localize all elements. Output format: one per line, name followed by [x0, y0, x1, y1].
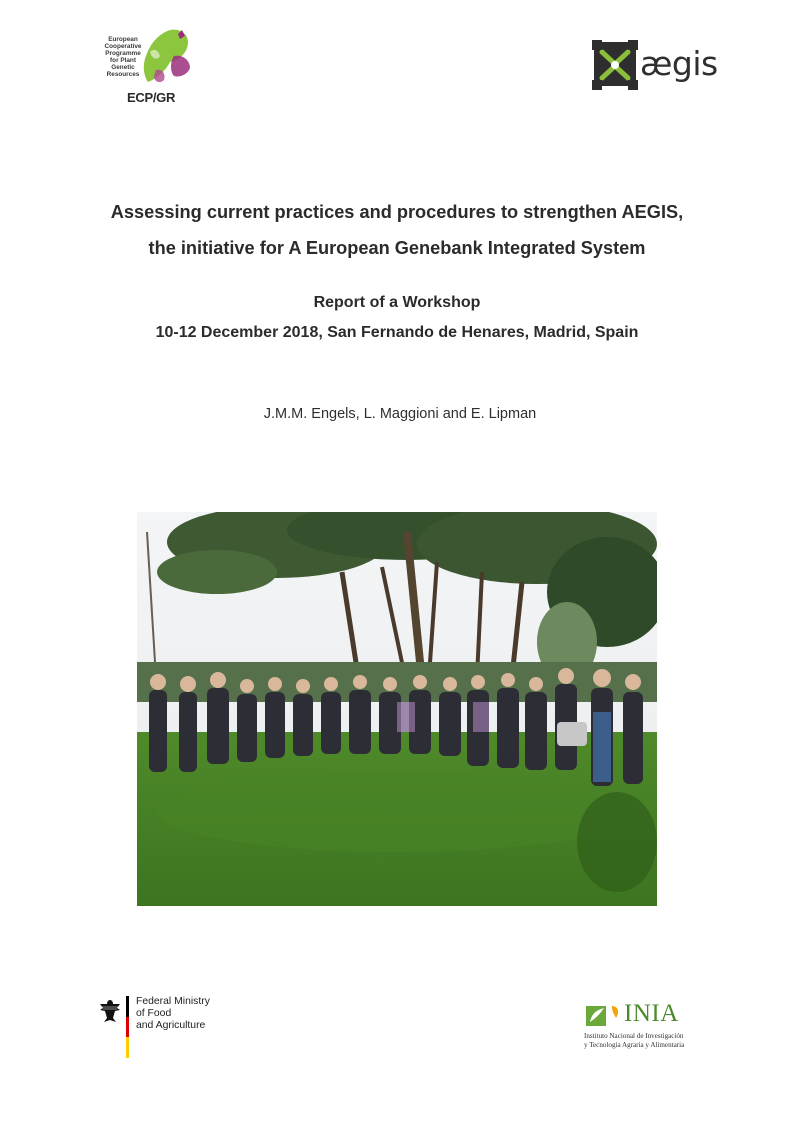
aegis-knot-icon — [592, 40, 638, 90]
bmel-logo — [98, 996, 228, 1060]
inia-logo — [584, 1000, 714, 1052]
inia-name: Instituto Nacional de Investigación y Tecnología Agraria y Alimentaria — [584, 1032, 685, 1049]
report-title-line-2: the initiative for A European Genebank Integrated System — [148, 238, 646, 258]
group-photo — [137, 512, 657, 906]
europe-map-icon — [136, 26, 196, 92]
german-flag-bar — [126, 996, 129, 1058]
federal-eagle-icon — [98, 998, 122, 1024]
inia-leaf-icon — [584, 1002, 624, 1030]
ecpgr-name: European Cooperative Programme for Plant Genetic Resources — [104, 36, 142, 79]
bmel-name: Federal Ministry of Food and Agriculture — [136, 996, 210, 1031]
workshop-date-location: 10-12 December 2018, San Fernando de Henares, Madrid, Spain — [155, 324, 639, 341]
aegis-logo — [592, 40, 718, 90]
report-subtitle: Report of a Workshop — [313, 294, 481, 311]
report-title-line-1: Assessing current practices and procedures to strengthen AEGIS, — [110, 202, 684, 222]
ecpgr-acronym: ECP/GR — [127, 90, 176, 105]
ecpgr-logo — [100, 26, 200, 112]
authors: J.M.M. Engels, L. Maggioni and E. Lipman — [263, 406, 537, 422]
inia-wordmark: INIA — [624, 1000, 679, 1027]
aegis-wordmark: ægis — [640, 44, 718, 83]
